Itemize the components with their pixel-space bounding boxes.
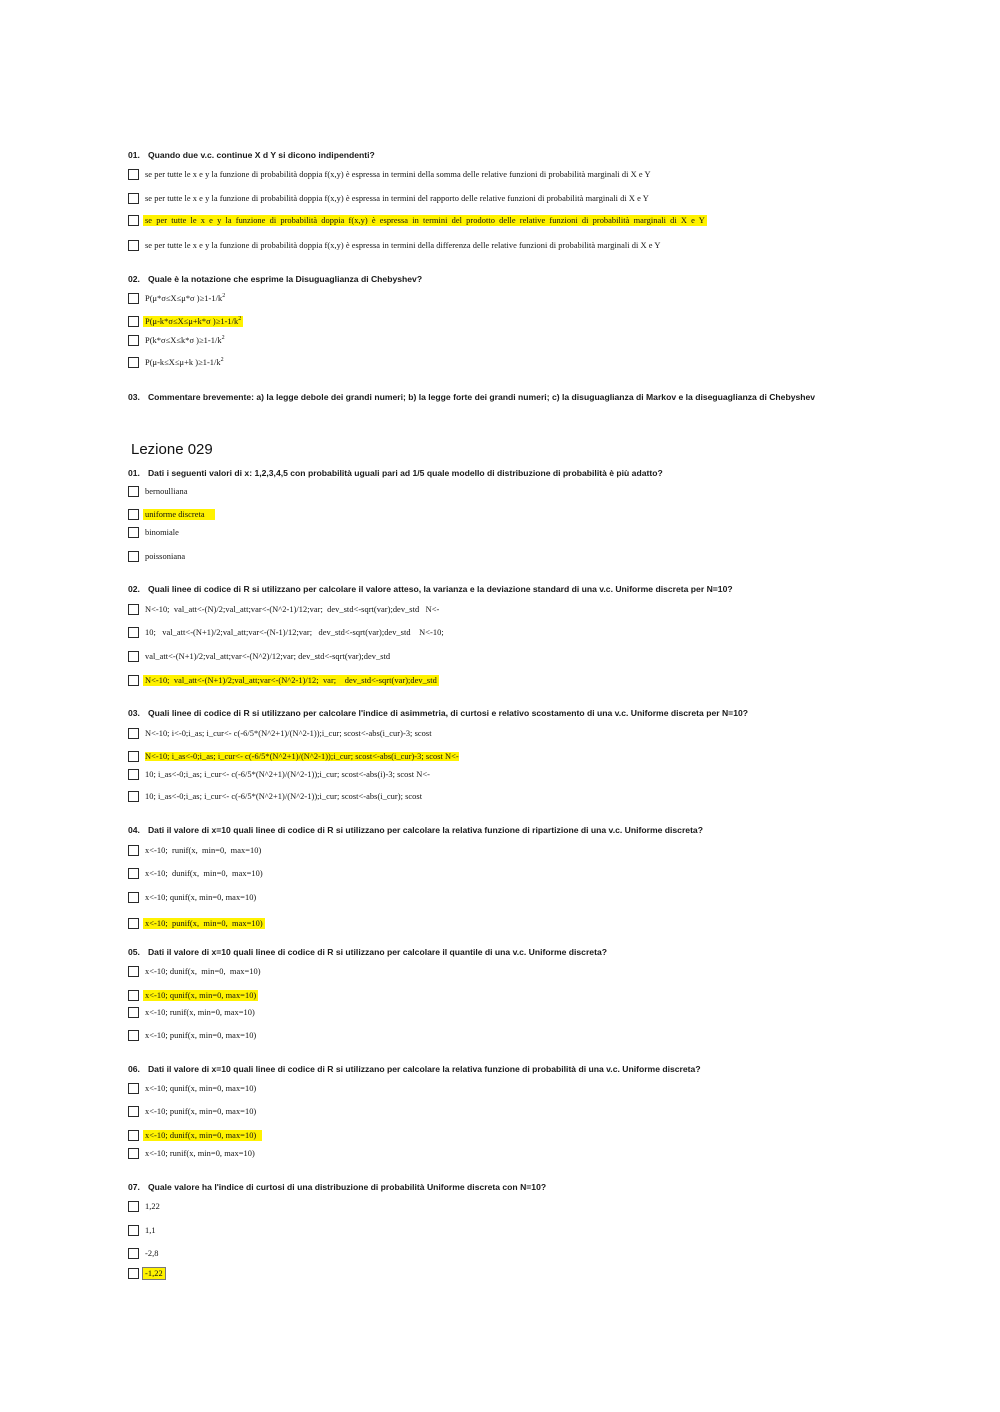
- option-text: 10; i_as<-0;i_as; i_cur<- c(-6/5*(N^2+1)/(N^2-1));i_cur; scost<-abs(i_cur); scost: [145, 792, 423, 801]
- question-number: 02.: [128, 274, 140, 284]
- option-text-correct: -1,22: [145, 1269, 163, 1278]
- checkbox[interactable]: [128, 751, 139, 762]
- option-text: 1,1: [145, 1226, 156, 1235]
- checkbox[interactable]: [128, 509, 139, 520]
- checkbox[interactable]: [128, 1130, 139, 1141]
- checkbox[interactable]: [128, 845, 139, 856]
- checkbox[interactable]: [128, 193, 139, 204]
- question-text: Quali linee di codice di R si utilizzano per calcolare il valore atteso, la varianza e la deviazione standard di una v.c. Uniforme discreta per N=10?: [147, 584, 733, 594]
- checkbox[interactable]: [128, 486, 139, 497]
- option-text: 1,22: [145, 1202, 160, 1211]
- option-text: x<-10; punif(x, min=0, max=10): [145, 1107, 257, 1116]
- question-l29-q2: [128, 584, 833, 594]
- option-text-correct: uniforme discreta: [143, 509, 215, 520]
- option-text: x<-10; runif(x, min=0, max=10): [145, 846, 262, 855]
- option-text: se per tutte le x e y la funzione di probabilità doppia f(x,y) è espressa in termini della somma delle relative funzioni di probabilità marginali di X e Y: [145, 170, 651, 179]
- checkbox[interactable]: [128, 990, 139, 1001]
- question-text: Dati il valore di x=10 quali linee di codice di R si utilizzano per calcolare il quantile di una v.c. Uniforme discreta?: [147, 947, 607, 957]
- checkbox[interactable]: [128, 551, 139, 562]
- question-text: Quale è la notazione che esprime la Disuguaglianza di Chebyshev?: [147, 274, 423, 284]
- checkbox[interactable]: [128, 316, 139, 327]
- checkbox[interactable]: [128, 357, 139, 368]
- question-number: 05.: [128, 947, 140, 957]
- exponent: 2: [222, 293, 226, 300]
- option-text-correct: P(μ-k*σ≤X≤μ+k*σ )$\ge 1-1/k^2$: [145, 316, 242, 326]
- question-text: Quando due v.c. continue X d Y si dicono indipendenti?: [147, 150, 375, 160]
- checkbox[interactable]: [128, 527, 139, 538]
- question-text: Dati il valore di x=10 quali linee di codice di R si utilizzano per calcolare la relativa funzione di ripartizione di una v.c. Uniforme discreta?: [147, 825, 703, 835]
- question-number: 06.: [128, 1064, 140, 1074]
- checkbox[interactable]: [128, 868, 139, 879]
- question-s0-q1: [128, 150, 833, 160]
- option-text: N<-10; i<-0;i_as; i_cur<- c(-6/5*(N^2+1)/(N^2-1));i_cur; scost<-abs(i_cur)-3; scost: [145, 729, 432, 738]
- option-text: se per tutte le x e y la funzione di probabilità doppia f(x,y) è espressa in termini della differenza delle relative funzioni di probabilità marginali di X e Y: [145, 241, 661, 250]
- option-text: N<-10; val_att<-(N)/2;val_att;var<-(N^2-1)/12;var; dev_std<-sqrt(var);dev_std N<-: [145, 605, 440, 614]
- checkbox[interactable]: [128, 1030, 139, 1041]
- option-text: P(μ-k≤X≤μ+k )$\ge 1-1/k^2$: [145, 357, 224, 367]
- checkbox[interactable]: [128, 1225, 139, 1236]
- question-number: 07.: [128, 1182, 140, 1192]
- checkbox[interactable]: [128, 1148, 139, 1159]
- checkbox[interactable]: [128, 1268, 139, 1279]
- option-text: x<-10; runif(x, min=0, max=10): [145, 1008, 255, 1017]
- checkbox[interactable]: [128, 769, 139, 780]
- option-text: poissoniana: [145, 552, 186, 561]
- option-text-correct: N<-10; i_as<-0;i_as; i_cur<- c(-6/5*(N^2+1)/(N^2-1));i_cur; scost<-abs(i_cur)-3; scost N<-: [145, 752, 459, 761]
- question-s0-q2: [128, 274, 833, 284]
- option-text: x<-10; dunif(x, min=0, max=10): [145, 967, 261, 976]
- question-l29-q5: [128, 947, 833, 957]
- checkbox[interactable]: [128, 240, 139, 251]
- checkbox[interactable]: [128, 1007, 139, 1018]
- question-number: 02.: [128, 584, 140, 594]
- question-l29-q7: [128, 1182, 833, 1192]
- option-text: 10; i_as<-0;i_as; i_cur<- c(-6/5*(N^2+1)/(N^2-1));i_cur; scost<-abs(i)-3; scost N<-: [145, 770, 430, 779]
- question-l29-q1: [128, 468, 833, 478]
- option-text-correct: se per tutte le x e y la funzione di probabilità doppia f(x,y) è espressa in termini del prodotto delle relative funzioni di probabilità marginali di X e Y: [145, 216, 705, 225]
- question-number: 03.: [128, 708, 140, 718]
- question-s0-q3: [128, 392, 833, 402]
- option-text: x<-10; dunif(x, min=0, max=10): [145, 869, 263, 878]
- checkbox[interactable]: [128, 1248, 139, 1259]
- checkbox[interactable]: [128, 1106, 139, 1117]
- option-text: x<-10; qunif(x, min=0, max=10): [145, 893, 257, 902]
- checkbox[interactable]: [128, 604, 139, 615]
- option-text: 10; val_att<-(N+1)/2;val_att;var<-(N-1)/12;var; dev_std<-sqrt(var);dev_std N<-10;: [145, 628, 444, 637]
- option-text: val_att<-(N+1)/2;val_att;var<-(N^2)/12;var; dev_std<-sqrt(var);dev_std: [145, 652, 391, 661]
- option-text: P(k*σ≤X≤k*σ )$\ge 1-1/k^2$: [145, 335, 225, 345]
- checkbox[interactable]: [128, 918, 139, 929]
- question-l29-q6: [128, 1064, 833, 1074]
- checkbox[interactable]: [128, 1083, 139, 1094]
- option-text-correct: x<-10; dunif(x, min=0, max=10): [143, 1130, 262, 1141]
- option-text: P(μ*σ≤X≤μ*σ )$\ge 1-1/k^2$: [145, 293, 226, 303]
- question-text: Commentare brevemente: a) la legge debole dei grandi numeri; b) la legge forte dei grandi numeri; c) la disuguaglianza di Markov e la diseguaglianza di Chebyshev: [147, 392, 816, 402]
- checkbox[interactable]: [128, 892, 139, 903]
- exponent: 2: [220, 357, 224, 364]
- checkbox[interactable]: [128, 169, 139, 180]
- question-text: Quali linee di codice di R si utilizzano per calcolare l'indice di asimmetria, di curtosi e relativo scostamento di una v.c. Uniforme discreta per N=10?: [147, 708, 749, 718]
- option-text-correct: x<-10; qunif(x, min=0, max=10): [145, 991, 257, 1000]
- question-number: 03.: [128, 392, 140, 402]
- option-text: binomiale: [145, 528, 179, 537]
- question-text: Quale valore ha l'indice di curtosi di una distribuzione di probabilità Uniforme discreta con N=10?: [147, 1182, 547, 1192]
- option-text: se per tutte le x e y la funzione di probabilità doppia f(x,y) è espressa in termini del rapporto delle relative funzioni di probabilità marginali di X e Y: [145, 194, 649, 203]
- checkbox[interactable]: [128, 966, 139, 977]
- option-text: bernoulliana: [145, 487, 188, 496]
- checkbox[interactable]: [128, 293, 139, 304]
- option-text: -2,8: [145, 1249, 159, 1258]
- checkbox[interactable]: [128, 215, 139, 226]
- option-text-correct: x<-10; punif(x, min=0, max=10): [145, 919, 263, 928]
- question-number: 01.: [128, 468, 140, 478]
- question-l29-q4: [128, 825, 833, 835]
- checkbox[interactable]: [128, 335, 139, 346]
- exponent: 2: [238, 316, 242, 323]
- question-l29-q3: [128, 708, 833, 718]
- option-text: x<-10; punif(x, min=0, max=10): [145, 1031, 257, 1040]
- option-text: x<-10; qunif(x, min=0, max=10): [145, 1084, 257, 1093]
- question-text: Dati il valore di x=10 quali linee di codice di R si utilizzano per calcolare la relativa funzione di probabilità di una v.c. Uniforme discreta?: [147, 1064, 701, 1074]
- question-number: 01.: [128, 150, 140, 160]
- option-text-correct: N<-10; val_att<-(N+1)/2;val_att;var<-(N^2-1)/12; var; dev_std<-sqrt(var);dev_std: [145, 676, 437, 685]
- lesson-title: Lezione 029: [131, 441, 213, 458]
- checkbox[interactable]: [128, 728, 139, 739]
- question-text: Dati i seguenti valori di x: 1,2,3,4,5 con probabilità uguali pari ad 1/5 quale modello di distribuzione di probabilità è più adatto?: [147, 468, 663, 478]
- checkbox[interactable]: [128, 675, 139, 686]
- question-number: 04.: [128, 825, 140, 835]
- checkbox[interactable]: [128, 627, 139, 638]
- checkbox[interactable]: [128, 651, 139, 662]
- option-text: x<-10; runif(x, min=0, max=10): [145, 1149, 255, 1158]
- exponent: 2: [221, 335, 225, 342]
- checkbox[interactable]: [128, 1201, 139, 1212]
- checkbox[interactable]: [128, 791, 139, 802]
